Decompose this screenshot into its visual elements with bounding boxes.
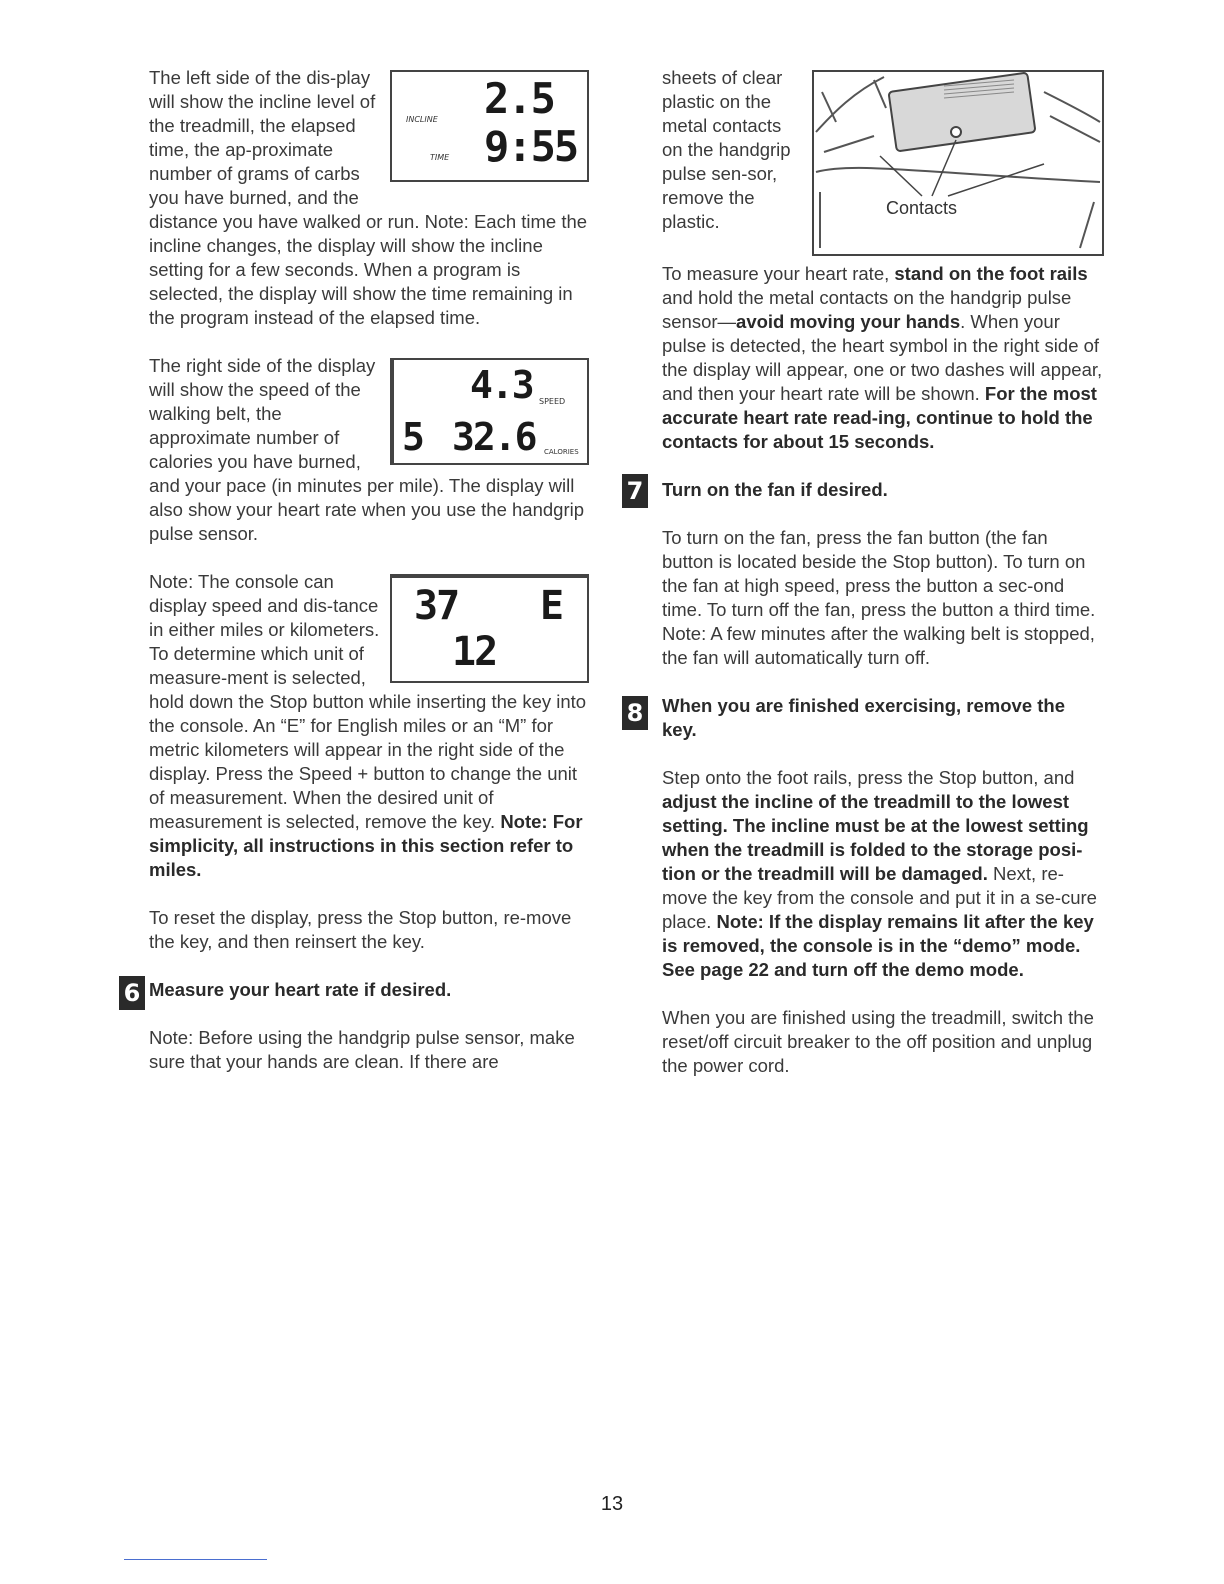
speed-display-paragraph [149,354,589,546]
right-column [626,66,1104,1078]
left-column [123,66,589,1074]
handgrip-contacts-figure [812,70,1104,256]
speed-display-text: The right side of the display will show the speed of the walking belt, the approximate number of calories you have burned, and your pace (in minutes per mile). The display will also show your heart rate when you use the handgrip pulse sensor. [149,355,585,544]
units-top-value: 37 [414,583,459,629]
step-7-number: 7 [622,474,648,508]
units-text: Note: The console can display speed and dis-tance in either miles or kilometers. To determine which unit of measure-ment is selected, hold down the Stop button while inserting the key into the console. An “E” for English miles or an “M” for metric kilometers will appear in the right side of the display. Press the Speed + button to change the unit of measurement. When the desired unit of measurement is selected, remove the key. Note: For simplicity, all instructions in this section refer to miles. [149,571,587,880]
speed-label: SPEED [539,397,566,406]
incline-display-text: The left side of the dis-play will show the incline level of the treadmill, the elapsed time, the ap-proximate number of grams of carbs you have burned, and the distance you have walked or run. Note: Each time the incline changes, the display will show the incline setting for a few seconds. When a program is selected, the display will show the time remaining in the program instead of the elapsed time. [149,67,588,328]
step-6-heading [123,978,589,1007]
time-label: TIME [430,153,450,162]
speed-value: 4.3 [470,363,533,407]
step-7-title: Turn on the fan if desired. [662,479,888,500]
fan-instructions-text: To turn on the fan, press the fan button (the fan button is located beside the Stop button). To turn on the fan at high speed, press the button a sec-ond time. To turn off the fan, press the button a third time. Note: A few minutes after the walking belt is stopped, the fan will automatically turn off. [662,527,1096,668]
power-off-text: When you are finished using the treadmill, switch the reset/off circuit breaker to the off position and unplug the power cord. [662,1007,1094,1076]
speed-calories-display-figure [390,358,589,465]
units-display-figure [390,574,589,683]
incline-label: INCLINE [406,115,438,124]
calories-prefix: 5 [402,415,423,459]
step-7-heading [626,477,1104,505]
step-8-number: 8 [622,696,648,730]
plastic-sheets-text: sheets of clear plastic on the metal contacts on the handgrip pulse sen-sor, remove the plastic. [662,67,791,232]
calories-value: 32.6 [452,415,536,459]
incline-display-paragraph [149,66,589,330]
units-letter: E [540,583,563,629]
page-number: 13 [600,1493,624,1515]
calories-label: CALORIES [544,448,579,456]
incline-time-display-figure [390,70,589,182]
pulse-sensor-note: Note: Before using the handgrip pulse sensor, make sure that your hands are clean. If there are [149,1027,575,1072]
measure-heart-rate-text: To measure your heart rate, stand on the foot rails and hold the metal contacts on the handgrip pulse sensor—avoid moving your hands. When your pulse is detected, the heart symbol in the right side of the display will appear, one or two dashes will appear, and then your heart rate will be shown. For the most accurate heart rate read-ing, continue to hold the contacts for about 15 seconds. [662,263,1103,452]
incline-value: 2.5 [484,74,554,123]
units-bottom-value: 12 [452,629,497,675]
handgrip-illustration [814,72,1102,254]
finish-exercise-text: Step onto the foot rails, press the Stop button, and adjust the incline of the treadmill to the lowest setting. The incline must be at the lowest setting when the treadmill is folded to the storage posi-tion or the treadmill will be damaged. Next, re-move the key from the console and put it in a se-cure place. Note: If the display remains lit after the key is removed, the console is in the “demo” mode. See page 22 and turn off the demo mode. [662,767,1097,980]
reset-display-text: To reset the display, press the Stop button, re-move the key, and then reinsert the key. [149,907,572,952]
miles-note: Note: For simplicity, all instructions in this section refer to miles. [149,811,583,880]
step-6-number: 6 [119,976,145,1010]
plastic-sheets-paragraph [662,66,1104,234]
step-6-title: Measure your heart rate if desired. [149,979,452,1000]
footer-rule [124,1559,267,1560]
step-8-title: When you are finished exercising, remove the key. [662,695,1066,740]
time-value: 9:55 [484,122,578,171]
contacts-label: Contacts [886,198,958,218]
units-paragraph [149,570,589,882]
step-8-heading [626,694,1104,742]
